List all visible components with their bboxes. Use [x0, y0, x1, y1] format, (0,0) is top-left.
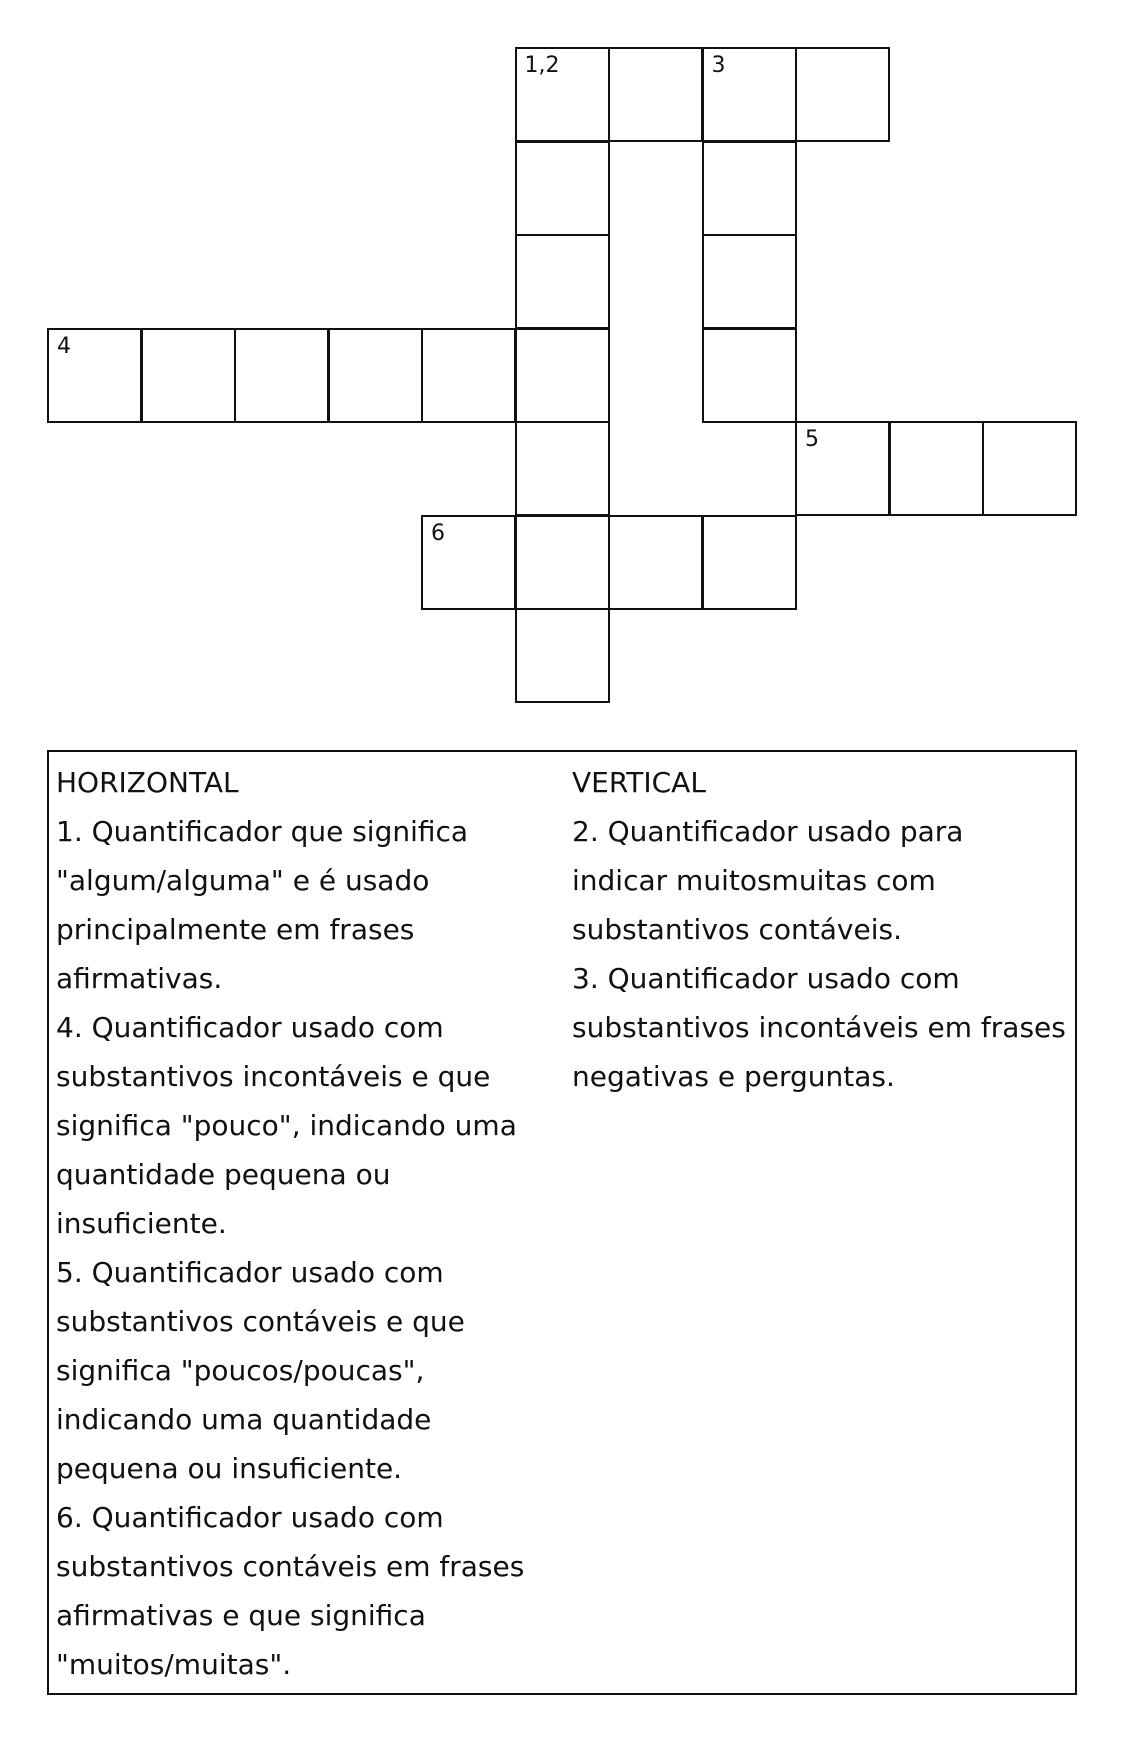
- crossword-cell[interactable]: [328, 328, 423, 423]
- clue-number: 1,2: [524, 53, 560, 78]
- crossword-cell[interactable]: [141, 328, 236, 423]
- horizontal-clues: [56, 758, 561, 1689]
- crossword-cell[interactable]: [515, 608, 610, 703]
- crossword-cell[interactable]: [795, 47, 890, 142]
- clue-vertical-2: 2. Quantificador usado para indicar muitosmuitas com substantivos contáveis.: [572, 815, 964, 946]
- vertical-clues: [572, 758, 1067, 1101]
- clue-number: 3: [711, 53, 726, 78]
- crossword-cell[interactable]: [515, 141, 610, 236]
- horizontal-heading: HORIZONTAL: [56, 766, 239, 799]
- clue-horizontal-5: 5. Quantificador usado com substantivos contáveis e que significa "poucos/poucas", indicando uma quantidade pequena ou insuficiente.: [56, 1256, 465, 1485]
- crossword-cell[interactable]: [702, 141, 797, 236]
- crossword-cell[interactable]: [702, 515, 797, 610]
- clue-vertical-3: 3. Quantificador usado com substantivos incontáveis em frases negativas e perguntas.: [572, 962, 1066, 1093]
- clue-number: 4: [57, 333, 71, 359]
- crossword-cell[interactable]: [608, 47, 703, 142]
- crossword-cell[interactable]: [795, 421, 890, 516]
- crossword-cell[interactable]: [421, 515, 516, 610]
- crossword-cell[interactable]: [515, 421, 610, 516]
- crossword-cell[interactable]: [234, 328, 329, 423]
- clue-number: 6: [431, 520, 445, 546]
- crossword-cell[interactable]: [515, 328, 610, 423]
- clue-horizontal-4: 4. Quantificador usado com substantivos incontáveis e que significa "pouco", indicando uma quantidade pequena ou insuficiente.: [56, 1011, 517, 1240]
- clues-box: [47, 750, 1077, 1695]
- clue-horizontal-6: 6. Quantificador usado com substantivos contáveis em frases afirmativas e que significa "muitos/muitas".: [56, 1501, 525, 1681]
- crossword-cell[interactable]: [515, 47, 610, 142]
- crossword-cell[interactable]: [982, 421, 1077, 516]
- crossword-cell[interactable]: [421, 328, 516, 423]
- crossword-cell[interactable]: [47, 328, 142, 423]
- crossword-cell[interactable]: [608, 515, 703, 610]
- crossword-grid: [0, 0, 1128, 720]
- crossword-cell[interactable]: [889, 421, 984, 516]
- crossword-cell[interactable]: [702, 234, 797, 329]
- vertical-heading: VERTICAL: [572, 766, 706, 799]
- crossword-cell[interactable]: [702, 328, 797, 423]
- clue-horizontal-1: 1. Quantificador que significa "algum/alguma" e é usado principalmente em frases afirmativas.: [56, 815, 469, 995]
- crossword-cell[interactable]: [515, 234, 610, 329]
- crossword-cell[interactable]: [702, 47, 797, 142]
- crossword-cell[interactable]: [515, 515, 610, 610]
- clue-number: 5: [805, 427, 819, 452]
